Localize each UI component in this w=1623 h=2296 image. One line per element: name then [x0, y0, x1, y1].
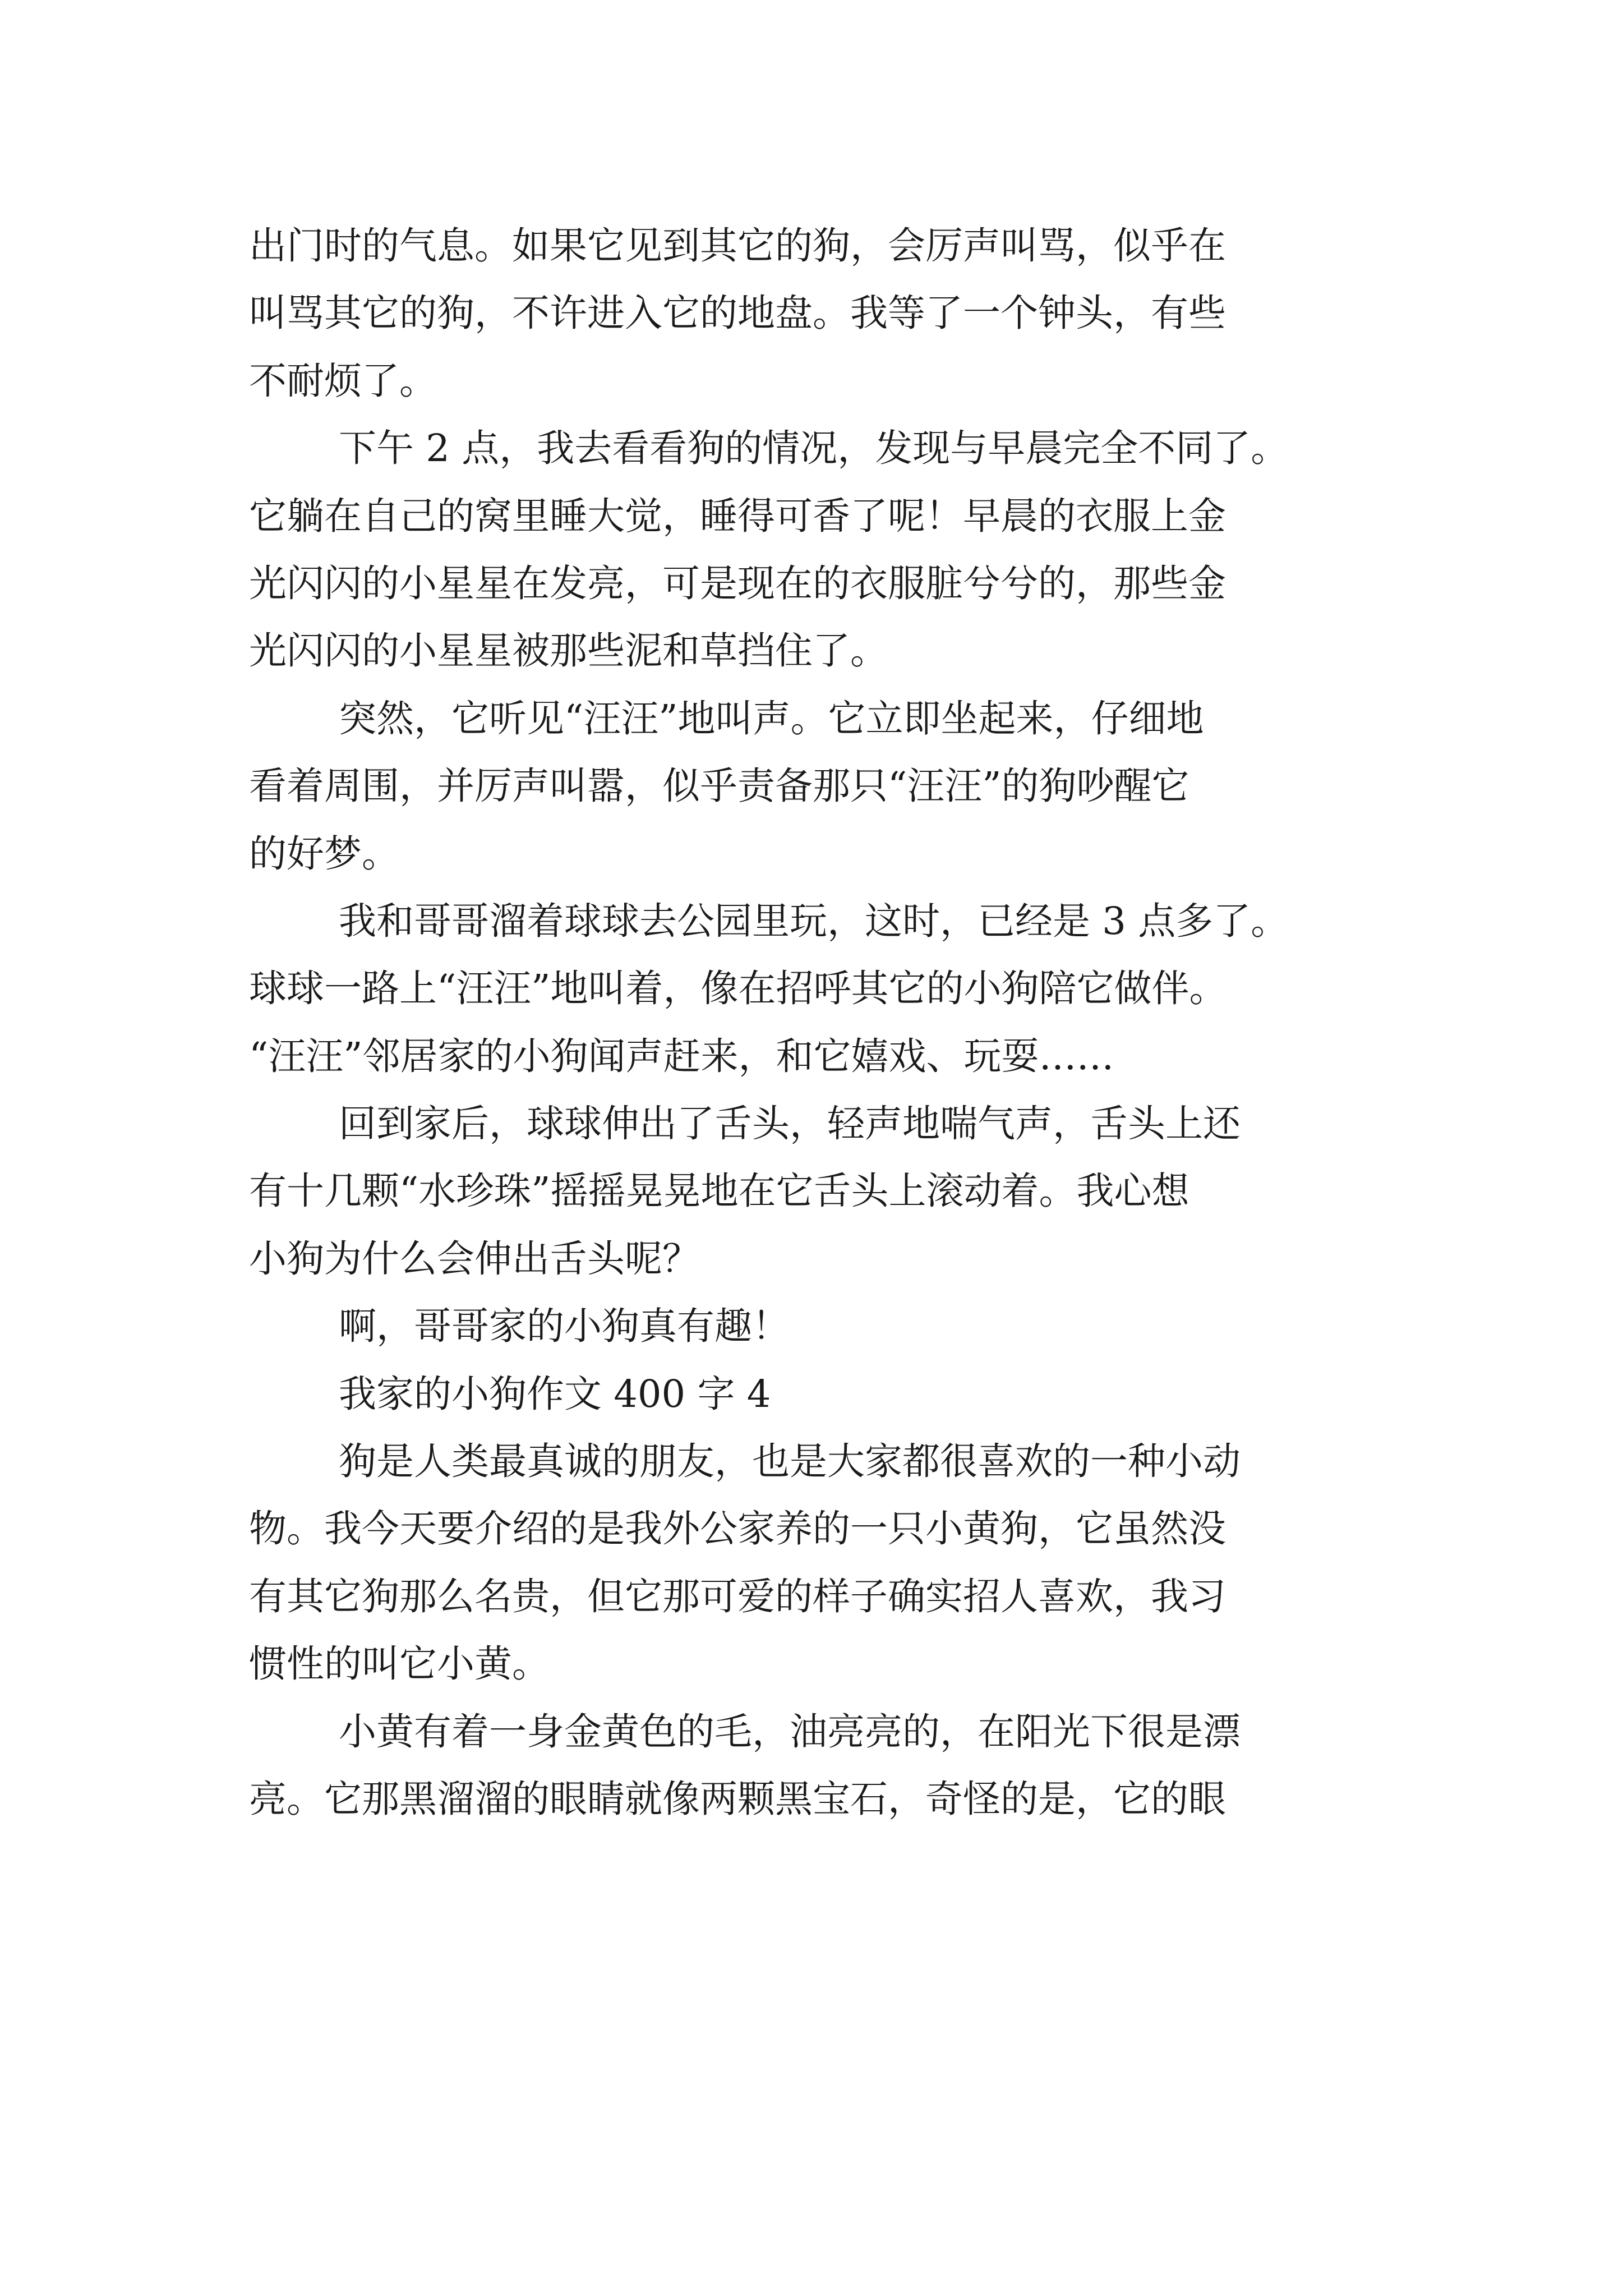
text-line: 小狗为什么会伸出舌头呢？: [249, 1236, 700, 1281]
text-line: 啊，哥哥家的小狗真有趣！: [339, 1304, 790, 1349]
text-line: 突然，它听见“汪汪”地叫声。它立即坐起来，仔细地: [339, 696, 1204, 740]
text-line: 惯性的叫它小黄。: [249, 1642, 550, 1686]
text-line: 我和哥哥溜着球球去公园里玩，这时，已经是 3 点多了。: [339, 899, 1289, 943]
text-line: 看着周围，并厉声叫嚣，似乎责备那只“汪汪”的狗吵醒它: [249, 764, 1189, 808]
text-line: 有十几颗“水珍珠”摇摇晃晃地在它舌头上滚动着。我心想: [249, 1169, 1189, 1213]
text-line: 光闪闪的小星星被那些泥和草挡住了。: [249, 629, 888, 673]
text-line: 球球一路上“汪汪”地叫着，像在招呼其它的小狗陪它做伴。: [249, 967, 1227, 1011]
text-line: 不耐烦了。: [249, 358, 437, 403]
text-line: 狗是人类最真诚的朋友，也是大家都很喜欢的一种小动: [339, 1439, 1241, 1484]
text-line: 的好梦。: [249, 831, 399, 876]
text-line: “汪汪”邻居家的小狗闻声赶来，和它嬉戏、玩耍……: [249, 1034, 1114, 1078]
text-line: 它躺在自己的窝里睡大觉，睡得可香了呢！早晨的衣服上金: [249, 494, 1226, 538]
text-line: 物。我今天要介绍的是我外公家养的一只小黄狗，它虽然没: [249, 1507, 1226, 1551]
text-line: 光闪闪的小星星在发亮，可是现在的衣服脏兮兮的，那些金: [249, 561, 1226, 605]
text-line: 有其它狗那么名贵，但它那可爱的样子确实招人喜欢，我习: [249, 1574, 1226, 1618]
text-line: 亮。它那黑溜溜的眼睛就像两颗黑宝石，奇怪的是，它的眼: [249, 1777, 1226, 1821]
text-line: 叫骂其它的狗，不许进入它的地盘。我等了一个钟头，有些: [249, 291, 1226, 335]
text-line: 出门时的气息。如果它见到其它的狗，会厉声叫骂，似乎在: [249, 224, 1226, 268]
text-line: 下午 2 点，我去看看狗的情况，发现与早晨完全不同了。: [339, 426, 1289, 471]
document-body: [249, 212, 1377, 1833]
text-line: 回到家后，球球伸出了舌头，轻声地喘气声，舌头上还: [339, 1102, 1241, 1146]
section-heading: 我家的小狗作文 400 字 4: [339, 1372, 771, 1416]
text-line: 小黄有着一身金黄色的毛，油亮亮的，在阳光下很是漂: [339, 1709, 1241, 1754]
